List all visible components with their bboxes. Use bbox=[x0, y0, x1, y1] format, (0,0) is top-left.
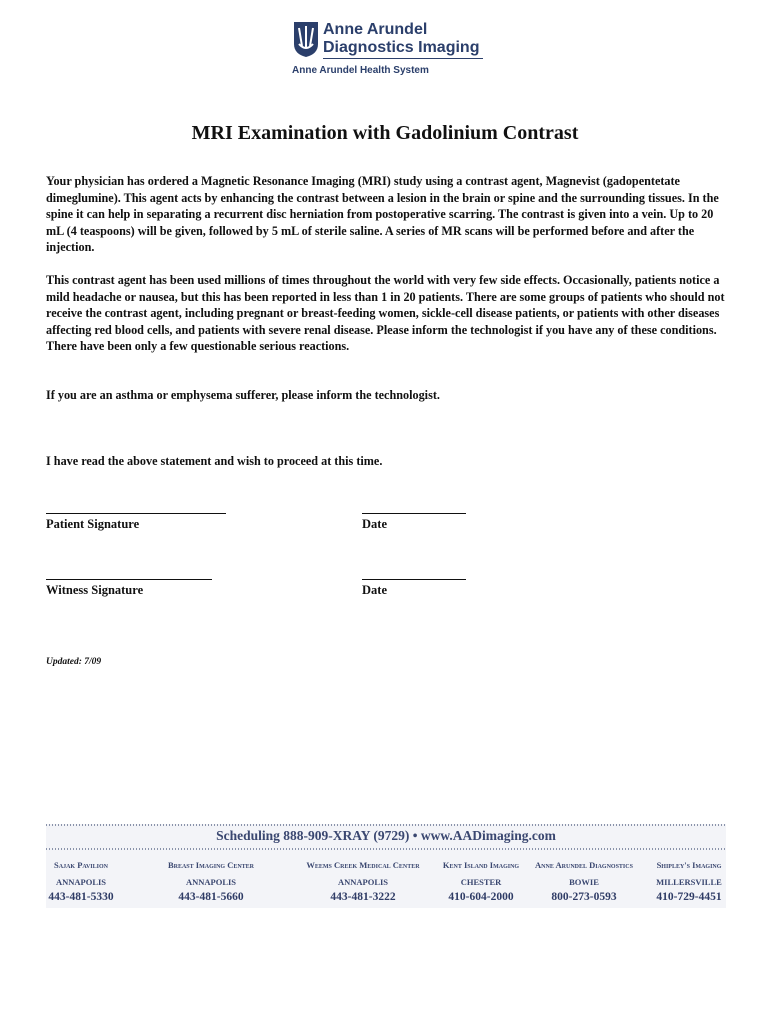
location-phone: 800-273-0593 bbox=[551, 891, 617, 903]
location-phone: 443-481-3222 bbox=[330, 891, 396, 903]
org-name-line1: Anne Arundel bbox=[323, 21, 428, 38]
location-city: ANNAPOLIS bbox=[185, 877, 237, 887]
org-name-line2: Diagnostics Imaging bbox=[323, 39, 480, 56]
location-name: Weems Creek Medical Center bbox=[306, 860, 420, 870]
health-system-name: Anne Arundel Health System bbox=[292, 65, 429, 76]
witness-signature-line[interactable] bbox=[46, 579, 212, 580]
footer-divider bbox=[46, 848, 726, 850]
location-name: Anne Arundel Diagnostics bbox=[535, 860, 633, 870]
paragraph-consent: I have read the above statement and wish to proceed at this time. bbox=[46, 454, 383, 468]
location-phone: 410-604-2000 bbox=[448, 891, 514, 903]
location-name: Sajak Pavilion bbox=[54, 860, 108, 870]
location-city: MILLERSVILLE bbox=[656, 877, 722, 887]
paragraph-intro: Your physician has ordered a Magnetic Resonance Imaging (MRI) study using a contrast agent, Magnevist (gadopentetate dimeglumine). This agent acts by enhancing the contrast between a lesion in the brain or spine and the surrounding tissues. In the spine it can help in separating a recurrent disc herniation from postoperative scarring. The contrast is given into a vein. Up to 20 mL (4 teaspoons) will be given, followed by 5 mL of sterile saline. A series of MR scans will be performed before and after the injection. bbox=[46, 174, 719, 254]
paragraph-asthma: If you are an asthma or emphysema sufferer, please inform the technologist. bbox=[46, 388, 440, 402]
location-name: Shipley's Imaging bbox=[656, 860, 722, 870]
location-shipleys bbox=[652, 860, 726, 903]
paragraph-side-effects: This contrast agent has been used millions of times throughout the world with very few side effects. Occasionally, patients notice a mild headache or nausea, but this has been reported in less than 1 in 20 patients. There are some groups of patients who should not receive the contrast agent, including pregnant or breast-feeding women, sickle-cell disease patients, or patients with other diseases affecting red blood cells, and patients with severe renal disease. Please inform the technologist if you have any of these conditions. There have been only a few questionable serious reactions. bbox=[46, 273, 725, 353]
location-phone: 443-481-5660 bbox=[178, 891, 244, 903]
location-phone: 443-481-5330 bbox=[48, 891, 114, 903]
witness-signature-label: Witness Signature bbox=[46, 583, 144, 597]
patient-signature-label: Patient Signature bbox=[46, 517, 140, 531]
location-kent-island bbox=[440, 860, 522, 903]
location-city: CHESTER bbox=[460, 877, 502, 887]
updated-note: Updated: 7/09 bbox=[46, 657, 102, 667]
location-city: ANNAPOLIS bbox=[337, 877, 389, 887]
location-name: Kent Island Imaging bbox=[442, 860, 520, 870]
location-city: ANNAPOLIS bbox=[55, 877, 107, 887]
footer-top-border bbox=[46, 824, 726, 826]
location-sajak bbox=[46, 860, 116, 903]
scheduling-line: Scheduling 888-909-XRAY (9729) • www.AADimaging.com bbox=[216, 828, 556, 843]
location-breast-imaging bbox=[164, 860, 258, 903]
patient-date-label: Date bbox=[362, 517, 387, 531]
location-name: Breast Imaging Center bbox=[167, 860, 255, 870]
patient-date-line[interactable] bbox=[362, 513, 466, 514]
location-city: BOWIE bbox=[569, 877, 599, 887]
location-anne-arundel-diagnostics bbox=[531, 860, 637, 903]
witness-date-line[interactable] bbox=[362, 579, 466, 580]
logo-mark-icon bbox=[292, 20, 320, 58]
document-title: MRI Examination with Gadolinium Contrast bbox=[191, 122, 579, 144]
location-weems-creek bbox=[304, 860, 422, 903]
witness-date-label: Date bbox=[362, 583, 387, 597]
logo-rule bbox=[323, 58, 483, 59]
footer-locations bbox=[46, 824, 726, 908]
location-phone: 410-729-4451 bbox=[656, 891, 722, 903]
patient-signature-line[interactable] bbox=[46, 513, 226, 514]
logo bbox=[292, 18, 492, 80]
